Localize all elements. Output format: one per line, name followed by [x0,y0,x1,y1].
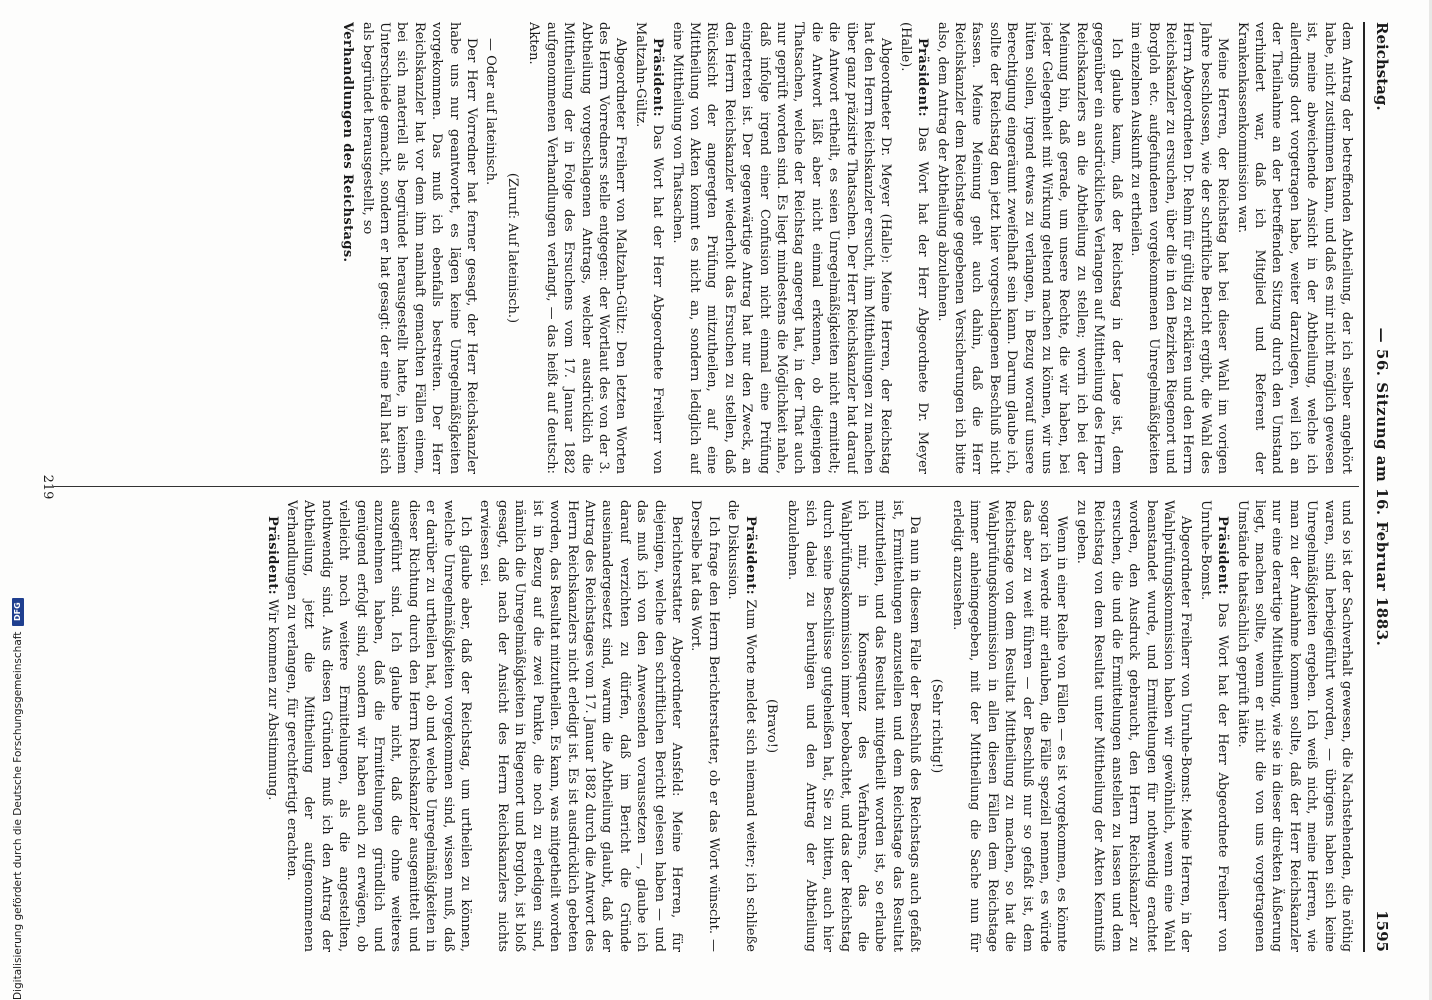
header-section: Reichstag. [1373,22,1391,111]
column-divider [54,486,1359,487]
footer-credit [8,0,28,1000]
paragraph: Wenn in einer Reihe von Fällen — es ist vorgekommen, es könnte sogar ich werde mir erlauben, die Fälle speziell nennen, es würde das aber zu weit führen — der Beschluß nur so gefaßt ist, dem Reichstage von dem Resultat Mittheilung zu machen, so hat die Wahlprüfungskommission in allen diesen Fällen dem Reichstage immer anheimgegeben, mit der Mittheilung die Sache nun für erledigt anzusehen. [950,500,1070,952]
right-column [55,500,1355,952]
paragraph: — Oder auf lateinisch. [483,38,499,186]
speaker-paragraph [896,22,931,474]
rotated-content [35,22,1395,952]
paragraph: Abgeordneter Freiherr von Unruhe-Bomst: Meine Herren, in der Wahlprüfungskommission haben wir gewöhnlich, wenn eine Wahl beanstandet wurde, und Ermittelungen für nothwendig erachtet worden, den Ausdruck gebraucht, den Herrn Reichskanzler zu ersuchen, die und die Ermittelungen anstellen zu lassen und dem Reichstag von dem Resultat unter Mittheilung der Akten Kenntniß zu geben. [1073,500,1194,952]
paragraph: Ich glaube kaum, daß der Reichstag in der Lage ist, dem gegenüber ein ausdrückliches Verlangen auf Mittheilung des Herrn Reichskanzlers an die Abtheilung zu stellen; worin ich bei der Meinung bin, daß gerade, um unsere Rechte, die wir haben, bei jeder Gelegenheit mit Wirkung geltend machen zu können, wir uns hüten sollen, irgend etwas zu verlangen, in Bezug worauf unsere Berechtigung eingeräumt zweifelhaft sein kann. Darum glaube ich, sollte der Reichstag den jetzt hier vorgeschlagenen Beschluß nicht fassen. Meine Meinung geht auch dahin, daß die Herr Reichskanzler dem Reichstage gegebenen Versicherungen ich bitte also, dem Antrag der Abtheilung abzulehnen. [934,22,1124,474]
speaker-name: Präsident: [264,516,280,595]
speaker-name: Präsident: [1215,516,1231,595]
speaker-text: Das Wort hat der Herr Abgeordnete Dr. Meyer (Halle). [897,22,931,474]
paragraph: Der Herr Vorredner hat ferner gesagt, der Herr Reichskanzler habe uns nur geantwortet, es lägen keine Unregelmäßigkeiten vorgekommen. Das muß ich ebenfalls bestreiten. Der Herr Reichskanzler hat vor dem ihm namhaft gemachten Fällen einem, bei sich materiell als begründet herausgestellt hatte, in keinem Unterschiede gemacht, sondern er hat gesagt: der eine Fall hat sich als begründet herausgestellt, so [359,22,480,474]
publication-title: Verhandlungen des Reichstags. [340,22,356,263]
interjection: (Sehr richtig!) [928,678,944,774]
header-rule [1363,22,1365,952]
paragraph: Ich glaube aber, daß der Reichstag, um urtheilen zu können, welche Unregelmäßigkeiten vorgekommen sind, wissen muß, daß er darüber zu urtheilen hat, ob und welche Unregelmäßigkeiten in dieser Richtung durch den Herrn Reichskanzler ausgemittelt und ausgeführt sind. Ich glaube nicht, daß die ohne weiteres anzunehmen haben, daß die Ermittelungen gründlich und genügend erfolgt sind, sondern wir haben auch zu erwägen, ob vielleicht noch weitere Ermittelungen, als die angestellten, nothwendig sind. Aus diesen Gründen muß ich den Antrag der Abtheilung, jetzt die Mittheilung der aufgenommenen Verhandlungen zu verlangen, für gerechtfertigt erachten. [284,500,474,952]
speaker-name: Präsident: [650,38,666,117]
paragraph: und so ist der Sachverhalt gewesen, die Nachstehenden, die nöthig waren, sind herbeigeführt worden, — übrigens haben sich keine Unregelmäßigkeiten ergeben. Ich weiß nicht, meine Herren, wie man zu der Annahme kommen sollte, daß der Herr Reichskanzler nur eine derartige Mittheilung, wie sie in dieser direkten Äußerung liegt, machen sollte, wenn er nicht die von uns vorgetragenen Umstände thatsächlich geprüft hätte. [1234,500,1354,952]
speaker-name: Präsident: [742,516,758,595]
speaker-paragraph [263,500,280,952]
header-page-number: 1595 [1373,910,1391,952]
speaker-paragraph [1196,500,1231,952]
speaker-text: Das Wort hat der Herr Abgeordnete Freiherr von Unruhe-Bomst. [1197,500,1231,952]
speaker-text: Zum Worte meldet sich niemand weiter; ich schließe die Diskussion. [725,500,758,952]
paragraph: Berichterstatter Abgeordneter Ansfeld: Meine Herren, für diejenigen, welche den schriftlichen Bericht gelesen haben — und das muß ich von den Anwesenden voraussetzen —, glaube ich darauf verzichten zu dürfen, daß im Bericht die Gründe auseinandergesetzt sind, warum die Abtheilung glaubt, daß der Antrag des Reichstages vom 17. Januar 1882 durch die Antwort des Herrn Reichskanzlers nicht erledigt ist. Es ist ausdrücklich gebeten worden, das Resultat mitzutheilen. Es kann, was mitgetheilt worden ist in Bezug auf die zwei Punkte, die noch zu erledigen sind, nämlich die Unregelmäßigkeiten in Riegenort und Borgloh, ist bloß gesagt, daß nach der Ansicht des Herrn Reichskanzlers nichts erwiesen sei. [477,500,684,952]
paragraph: Abgeordneter Freiherr von Maltzahn-Gültz: Den letzten Worten des Herrn Vorredners stelle entgegen: der Wortlaut des von der 3. Abtheilung vorgeschlagenen Antrags, welcher ausdrücklich die Mittheilung der in Folge des Ersuchens vom 17. Januar 1882 aufgenommenen Verhandlungen verlangt, — das heißt auf deutsch: Akten. [526,22,629,474]
header-session: — 56. Sitzung am 16. Februar 1883. [1373,327,1391,647]
sheet-number: 219 [40,474,55,500]
speaker-text: Das Wort hat der Herr Abgeordnete Freiherr von Maltzahn-Gültz. [632,22,666,474]
speaker-text: Wir kommen zur Abstimmung. [264,599,280,801]
interjection: (Zuruf: Auf lateinisch.) [504,172,520,324]
footer-text: Digitalisierung gefördert durch die Deutsche Forschungsgemeinschaft [12,631,24,1000]
speaker-paragraph [724,500,759,952]
page-header [1365,22,1395,952]
paragraph: Da nun in diesem Falle der Beschluß des Reichstags auch gefaßt ist, Ermittelungen anzustellen und dem Reichstage das Resultat mitzutheilen, und das Resultat mitgetheilt worden ist, so erlaube ich mir, in Konsequenz des Verfahrens, das die Wahlprüfungskommission immer beobachtet, und das der Reichstag durch seine Beschlüsse gutgeheißen hat, Sie zu bitten, auch hier sich dabei zu beruhigen und den Antrag der Abtheilung abzulehnen. [785,500,923,952]
left-column [55,22,1355,474]
paragraph: dem Antrag der betreffenden Abtheilung, der ich selber angehört habe, nicht zustimmen kann, und daß es mir nicht möglich gewesen ist, meine abweichende Ansicht in der Abtheilung, welche ich allerdings dort vorgetragen habe, weiter darzulegen, weil ich an der Theilnahme an der betreffenden Sitzung durch den Umstand verhindert war, daß ich Mitglied und Referent der Krankenkassenkommission war. [1234,22,1354,474]
dfg-logo: DFG [12,598,24,626]
interjection: (Bravo!) [764,698,779,754]
paragraph: Meine Herren, der Reichstag hat bei dieser Wahl im vorigen Jahre beschlossen, wie der schriftliche Bericht ergibt, die Wahl des Herrn Abgeordneten Dr. Rehm für gültig zu erklären und den Herrn Reichskanzler zu ersuchen, über die in den Bezirken Riegenort und Borgloh etc. aufgefundenen vorgekommenen Unregelmäßigkeiten im einzelnen Auskunft zu ertheilen. [1128,22,1231,474]
speaker-paragraph [631,22,666,474]
speaker-name: Präsident: [915,38,931,117]
paragraph: Ich frage den Herrn Berichterstatter, ob er das Wort wünscht. — Derselbe hat das Wort. [688,500,721,952]
paragraph: Abgeordneter Dr. Meyer (Halle): Meine Herren, der Reichstag hat den Herrn Reichskanzler ersucht, ihm Mittheilungen zu machen über ganz präzisirte Thatsachen. Der Herr Reichskanzler hat darauf die Antwort ertheilt, es seien Unregelmäßigkeiten nicht ermittelt; die Antwort läßt aber nicht einmal erkennen, ob diejenigen Thatsachen, welche der Reichstag angeregt hat, in der That auch nur geprüft worden sind. Es liegt mindestens die Möglichkeit nahe, daß infolge irgend einer Confusion nicht einmal eine Prüfung eingetreten ist. Der gegenwärtige Antrag hat nur den Zweck, an den Herrn Reichskanzler wiederholt das Ersuchen zu stellen, daß Rücksicht der angeregten Prüfung mitzutheilen, auf eine Mittheilung von Akten kommt es nicht an, sondern lediglich auf eine Mittheilung von Thatsachen. [669,22,894,474]
